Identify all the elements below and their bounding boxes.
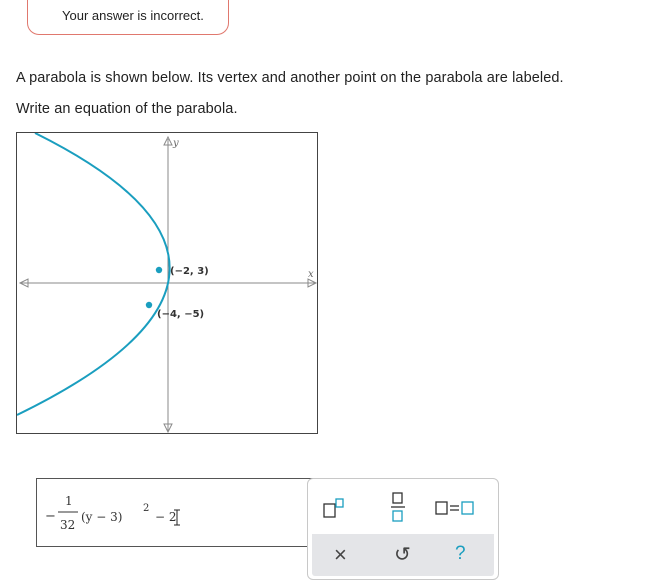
fraction-numerator: 1 [65, 494, 73, 508]
parabola-curve [17, 133, 170, 415]
undo-button[interactable]: ↺ [394, 544, 411, 566]
exponent: 2 [143, 503, 150, 514]
fraction-denominator: 32 [60, 518, 76, 532]
exponent-base-box [324, 504, 335, 517]
x-axis-label: x [308, 269, 314, 280]
fraction-key[interactable] [390, 491, 406, 523]
answer-tail: − 2 [155, 510, 177, 524]
help-button[interactable]: ? [455, 543, 466, 564]
second-point [146, 302, 152, 308]
clear-button[interactable]: × [334, 542, 347, 567]
equals-left-box [436, 502, 447, 514]
problem-statement: A parabola is shown below. Its vertex and another point on the parabola are labeled. [16, 70, 564, 86]
parabola-graph [16, 132, 318, 434]
problem-instruction: Write an equation of the parabola. [16, 101, 238, 117]
equals-right-box [462, 502, 473, 514]
keypad-action-bar [312, 534, 494, 576]
fraction-top-box [393, 493, 402, 503]
y-axis-label: y [173, 138, 179, 149]
answer-input[interactable] [36, 478, 314, 547]
exponent-power-box [336, 499, 343, 507]
exponent-key[interactable] [322, 497, 346, 521]
feedback-banner [27, 0, 229, 35]
vertex-point [156, 267, 162, 273]
fraction-bottom-box [393, 511, 402, 521]
feedback-message: Your answer is incorrect. [62, 8, 204, 23]
answer-sign: − [45, 509, 56, 524]
vertex-label: (−2, 3) [170, 266, 209, 277]
math-keypad [307, 478, 499, 580]
paren-expression: (y − 3) [81, 510, 123, 524]
equals-key[interactable] [434, 498, 478, 518]
point-label: (−4, −5) [157, 309, 205, 320]
